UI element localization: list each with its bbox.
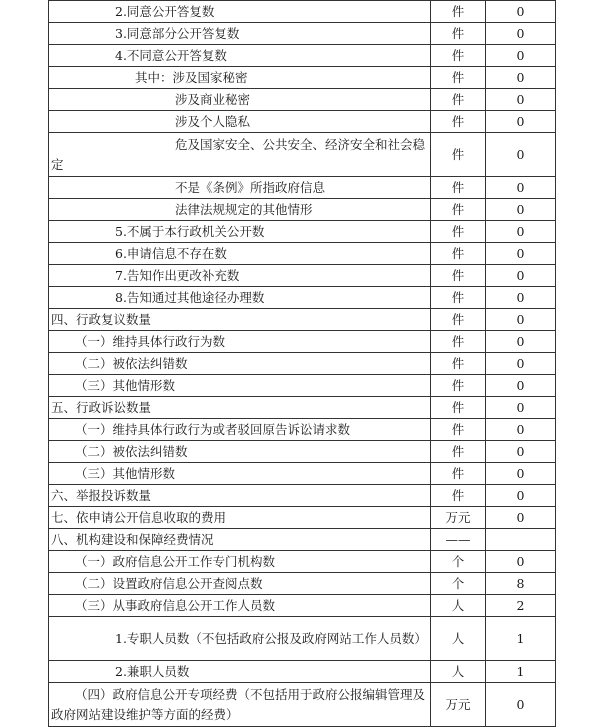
table-row xyxy=(49,331,556,353)
table-row xyxy=(49,397,556,419)
row-unit: 人 xyxy=(431,595,486,617)
table-row xyxy=(49,133,556,177)
row-unit: 件 xyxy=(431,111,486,133)
table-row xyxy=(49,111,556,133)
row-unit: 件 xyxy=(431,375,486,397)
row-label: 6.申请信息不存在数 xyxy=(49,243,431,265)
row-value: 0 xyxy=(486,265,556,287)
row-unit: 件 xyxy=(431,463,486,485)
row-unit: 件 xyxy=(431,133,486,177)
row-unit: 件 xyxy=(431,331,486,353)
table-row xyxy=(49,199,556,221)
table-row xyxy=(49,617,556,661)
row-unit: 件 xyxy=(431,23,486,45)
table-row xyxy=(49,485,556,507)
row-value: 1 xyxy=(486,617,556,661)
row-value: 0 xyxy=(486,353,556,375)
row-value: 2 xyxy=(486,595,556,617)
table-row xyxy=(49,1,556,23)
row-unit: 件 xyxy=(431,353,486,375)
row-value: 0 xyxy=(486,287,556,309)
row-value: 0 xyxy=(486,221,556,243)
table-row xyxy=(49,375,556,397)
row-value: 0 xyxy=(486,397,556,419)
row-value: 0 xyxy=(486,551,556,573)
table-row xyxy=(49,595,556,617)
table-row xyxy=(49,661,556,683)
row-value: 0 xyxy=(486,331,556,353)
row-value: 0 xyxy=(486,419,556,441)
row-label: 其中：涉及国家秘密 xyxy=(49,67,431,89)
row-label: 4.不同意公开答复数 xyxy=(49,45,431,67)
statistics-table-container xyxy=(48,0,555,727)
row-unit: 个 xyxy=(431,573,486,595)
table-row xyxy=(49,221,556,243)
row-unit: 人 xyxy=(431,617,486,661)
row-unit: 件 xyxy=(431,45,486,67)
row-unit: 件 xyxy=(431,1,486,23)
row-unit: 人 xyxy=(431,661,486,683)
table-row xyxy=(49,573,556,595)
row-label: （三）从事政府信息公开工作人员数 xyxy=(49,595,431,617)
row-unit: 件 xyxy=(431,243,486,265)
row-value: 0 xyxy=(486,177,556,199)
table-row xyxy=(49,419,556,441)
table-row xyxy=(49,67,556,89)
row-value: 0 xyxy=(486,375,556,397)
row-unit: 件 xyxy=(431,441,486,463)
row-value: 0 xyxy=(486,441,556,463)
row-label: （四）政府信息公开专项经费（不包括用于政府公报编辑管理及政府网站建设维护等方面的经费） xyxy=(49,683,431,727)
row-unit: 件 xyxy=(431,67,486,89)
row-label: （一）维持具体行政行为数 xyxy=(49,331,431,353)
row-unit: 万元 xyxy=(431,507,486,529)
table-row xyxy=(49,353,556,375)
table-row xyxy=(49,265,556,287)
row-label: 八、机构建设和保障经费情况 xyxy=(49,529,431,551)
row-label: （一）政府信息公开工作专门机构数 xyxy=(49,551,431,573)
row-label: 七、依申请公开信息收取的费用 xyxy=(49,507,431,529)
row-unit: 件 xyxy=(431,177,486,199)
row-label: 涉及个人隐私 xyxy=(49,111,431,133)
row-label: （二）设置政府信息公开查阅点数 xyxy=(49,573,431,595)
row-unit: 件 xyxy=(431,397,486,419)
row-label: （三）其他情形数 xyxy=(49,375,431,397)
row-unit: 件 xyxy=(431,221,486,243)
row-label: 2.同意公开答复数 xyxy=(49,1,431,23)
row-label: 五、行政诉讼数量 xyxy=(49,397,431,419)
row-label: 1.专职人员数（不包括政府公报及政府网站工作人员数） xyxy=(49,617,431,661)
table-row xyxy=(49,45,556,67)
row-value: 0 xyxy=(486,243,556,265)
table-row xyxy=(49,507,556,529)
row-value: 1 xyxy=(486,661,556,683)
row-label: 六、举报投诉数量 xyxy=(49,485,431,507)
table-row xyxy=(49,23,556,45)
table-row xyxy=(49,463,556,485)
row-label: 涉及商业秘密 xyxy=(49,89,431,111)
row-label: 7.告知作出更改补充数 xyxy=(49,265,431,287)
statistics-table xyxy=(48,0,556,727)
row-value: 0 xyxy=(486,111,556,133)
row-label: 法律法规规定的其他情形 xyxy=(49,199,431,221)
row-value xyxy=(486,529,556,551)
table-row xyxy=(49,551,556,573)
row-label: 四、行政复议数量 xyxy=(49,309,431,331)
row-unit: 件 xyxy=(431,309,486,331)
row-value: 0 xyxy=(486,485,556,507)
row-value: 0 xyxy=(486,133,556,177)
row-unit: 件 xyxy=(431,199,486,221)
table-row xyxy=(49,177,556,199)
row-label: 5.不属于本行政机关公开数 xyxy=(49,221,431,243)
row-unit: 件 xyxy=(431,89,486,111)
row-value: 0 xyxy=(486,507,556,529)
row-value: 0 xyxy=(486,463,556,485)
row-value: 0 xyxy=(486,45,556,67)
row-value: 0 xyxy=(486,1,556,23)
row-label: （三）其他情形数 xyxy=(49,463,431,485)
row-unit: 件 xyxy=(431,419,486,441)
row-value: 0 xyxy=(486,683,556,727)
row-unit: 万元 xyxy=(431,683,486,727)
table-row xyxy=(49,287,556,309)
table-row xyxy=(49,309,556,331)
row-unit: 件 xyxy=(431,265,486,287)
row-label: （二）被依法纠错数 xyxy=(49,441,431,463)
row-label: 8.告知通过其他途径办理数 xyxy=(49,287,431,309)
table-row xyxy=(49,243,556,265)
row-value: 8 xyxy=(486,573,556,595)
row-value: 0 xyxy=(486,23,556,45)
row-value: 0 xyxy=(486,199,556,221)
row-label: （一）维持具体行政行为或者驳回原告诉讼请求数 xyxy=(49,419,431,441)
table-body xyxy=(49,1,556,727)
row-label: 危及国家安全、公共安全、经济安全和社会稳定 xyxy=(49,133,431,177)
row-value: 0 xyxy=(486,67,556,89)
row-label: 不是《条例》所指政府信息 xyxy=(49,177,431,199)
row-unit: 件 xyxy=(431,287,486,309)
row-unit: —— xyxy=(431,529,486,551)
row-unit: 件 xyxy=(431,485,486,507)
table-row xyxy=(49,441,556,463)
row-value: 0 xyxy=(486,89,556,111)
table-row xyxy=(49,89,556,111)
row-unit: 个 xyxy=(431,551,486,573)
row-label: 3.同意部分公开答复数 xyxy=(49,23,431,45)
table-row xyxy=(49,529,556,551)
row-label: 2.兼职人员数 xyxy=(49,661,431,683)
row-value: 0 xyxy=(486,309,556,331)
row-label: （二）被依法纠错数 xyxy=(49,353,431,375)
